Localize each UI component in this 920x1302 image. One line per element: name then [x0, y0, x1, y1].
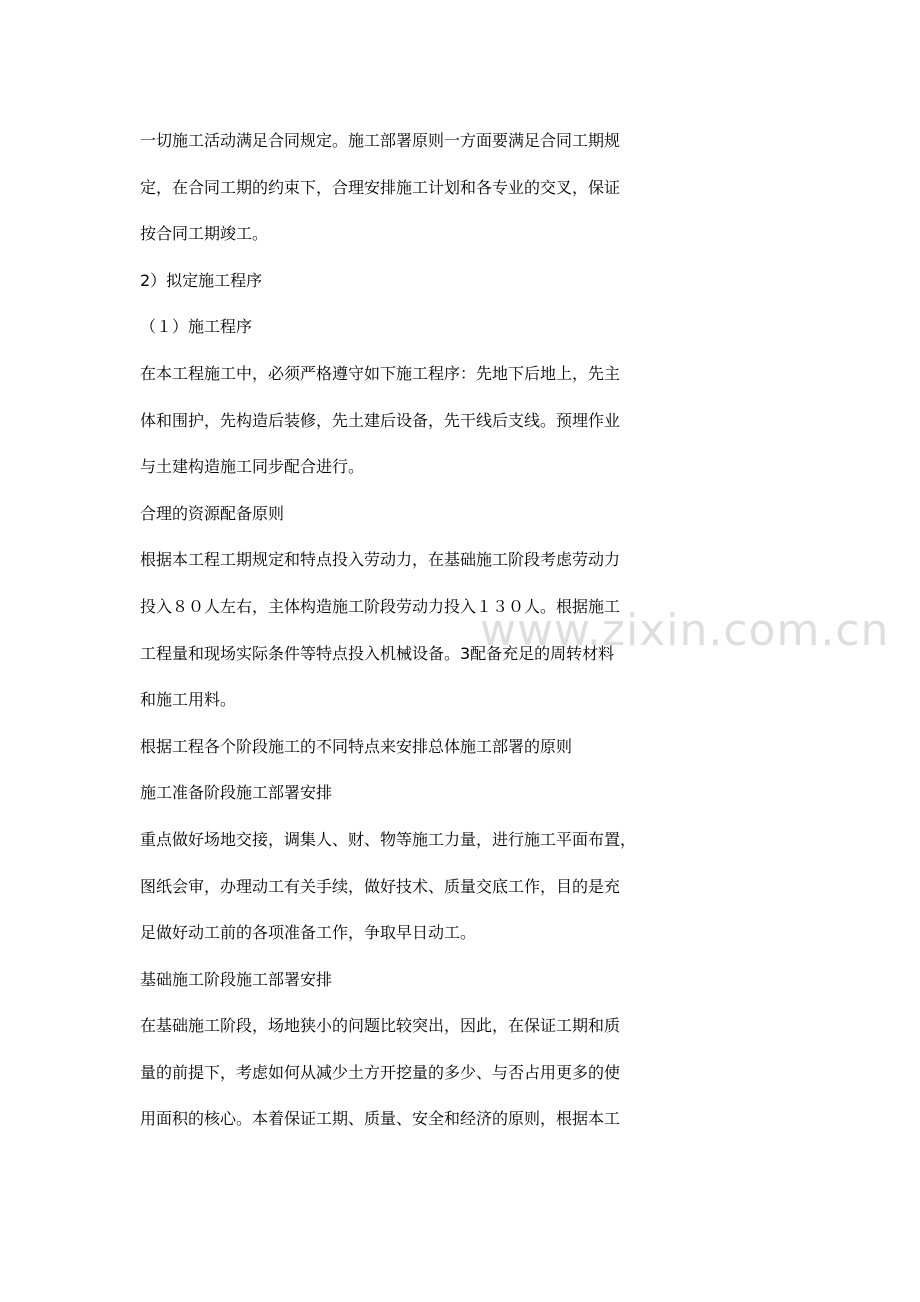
text-line: 一切施工活动满足合同规定。施工部署原则一方面要满足合同工期规: [140, 131, 621, 150]
text-line: 和施工用料。: [140, 690, 237, 710]
section-heading: 2）拟定施工程序: [140, 270, 263, 290]
subsection-heading: 基础施工阶段施工部署安排: [140, 969, 333, 989]
subsection-heading: 合理的资源配备原则: [140, 503, 285, 523]
subsection-heading: 施工准备阶段施工部署安排: [140, 783, 333, 803]
document-body: [140, 118, 790, 1143]
text-line: 与土建构造施工同步配合进行。: [140, 457, 365, 477]
text-line: 在基础施工阶段，场地狭小的问题比较突出，因此，在保证工期和质: [140, 1016, 621, 1036]
watermark: www.zixin.com.cn: [480, 605, 890, 656]
text-line: 用面积的核心。本着保证工期、质量、安全和经济的原则，根据本工: [140, 1109, 621, 1129]
subsection-heading: （１）施工程序: [140, 317, 253, 337]
text-line: 足做好动工前的各项准备工作，争取早日动工。: [140, 923, 477, 943]
text-line: 定，在合同工期的约束下，合理安排施工计划和各专业的交叉，保证: [140, 177, 621, 197]
text-line: 工程量和现场实际条件等特点投入机械设备。3配备充足的周转材料: [140, 643, 615, 663]
text-line: 按合同工期竣工。: [140, 224, 269, 244]
text-line: 重点做好场地交接，调集人、财、物等施工力量，进行施工平面布置，: [140, 829, 637, 849]
text-line: 体和围护，先构造后装修，先土建后设备，先干线后支线。预埋作业: [140, 410, 621, 430]
text-line: 量的前提下，考虑如何从减少土方开挖量的多少、与否占用更多的使: [140, 1062, 621, 1082]
text-line: 图纸会审，办理动工有关手续，做好技术、质量交底工作，目的是充: [140, 876, 621, 896]
text-line: 在本工程施工中，必须严格遵守如下施工程序：先地下后地上，先主: [140, 363, 621, 383]
text-line: 投入８０人左右，主体构造施工阶段劳动力投入１３０人。根据施工: [140, 596, 621, 616]
text-line: 根据本工程工期规定和特点投入劳动力，在基础施工阶段考虑劳动力: [140, 550, 621, 570]
subsection-heading: 根据工程各个阶段施工的不同特点来安排总体施工部署的原则: [140, 736, 573, 756]
